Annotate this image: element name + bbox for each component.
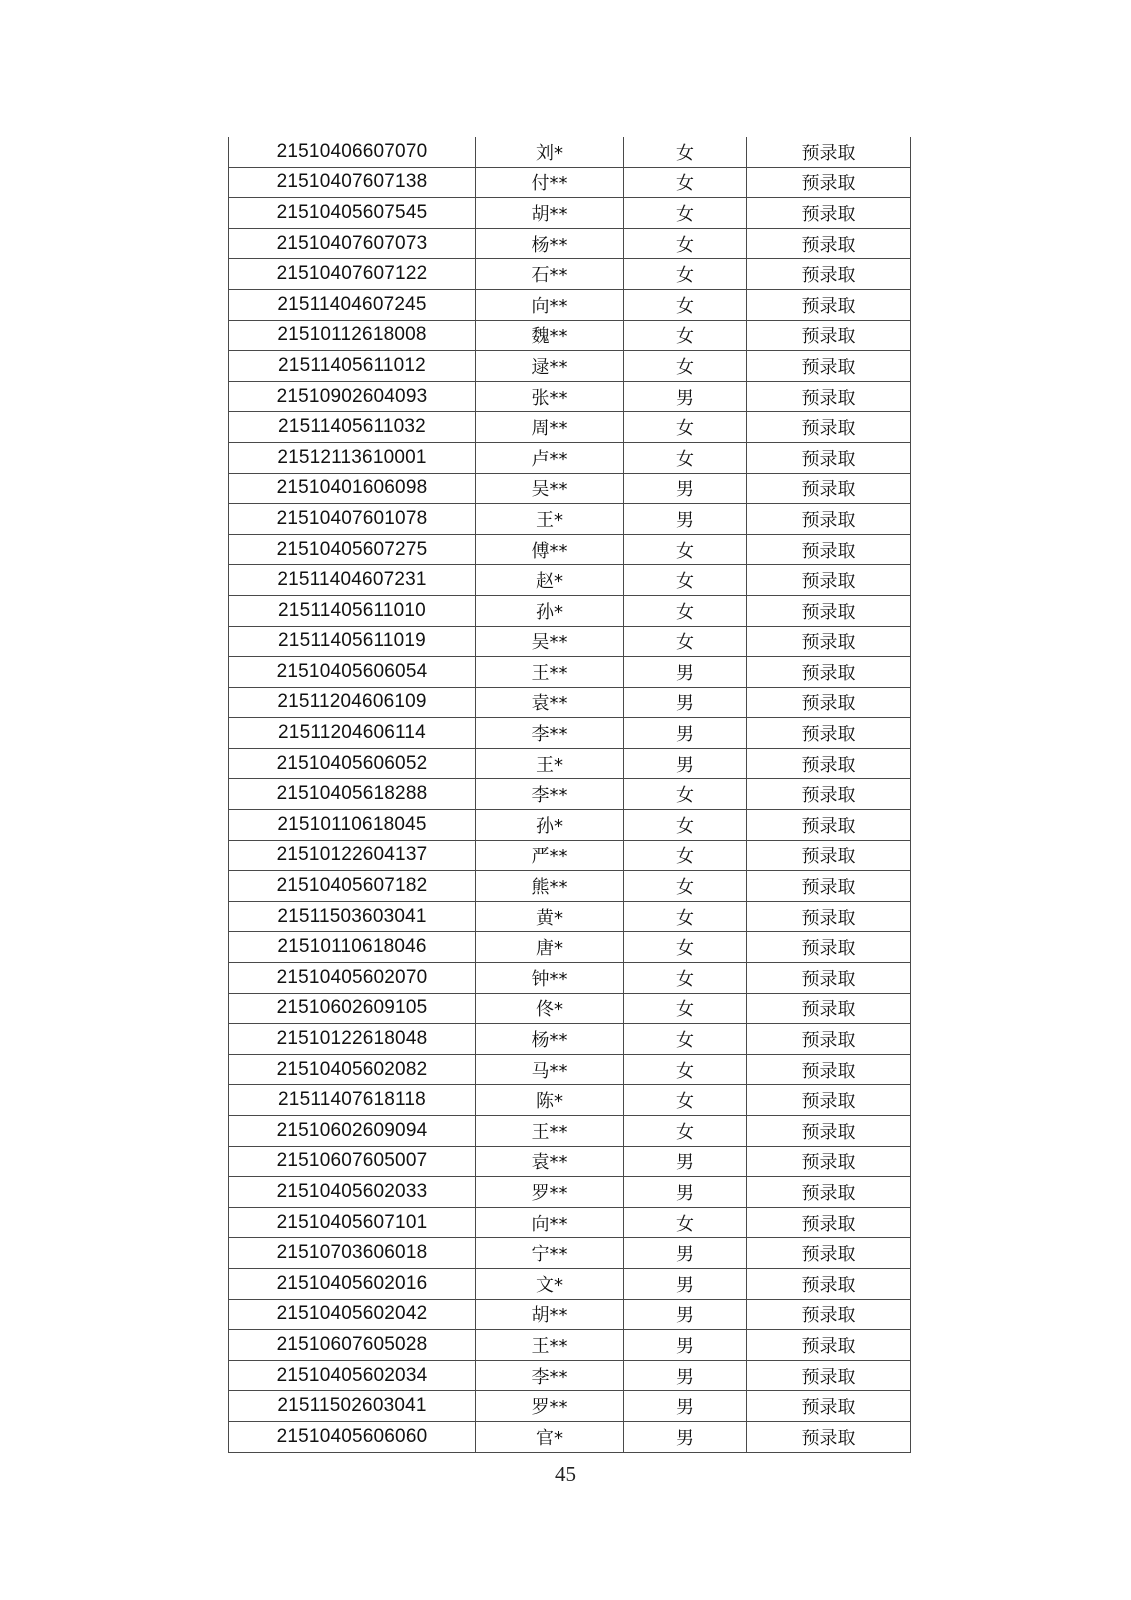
name-cell: 王**	[476, 657, 624, 688]
candidate-id-cell: 21510405607182	[229, 871, 476, 902]
gender-cell: 男	[624, 748, 747, 779]
gender-cell: 女	[624, 1207, 747, 1238]
table-row	[229, 198, 911, 229]
status-cell: 预录取	[747, 1177, 911, 1208]
name-cell: 宁**	[476, 1238, 624, 1269]
gender-cell: 男	[624, 687, 747, 718]
name-cell: 向**	[476, 289, 624, 320]
table-row	[229, 810, 911, 841]
admission-table	[228, 137, 911, 1453]
table-row	[229, 1360, 911, 1391]
name-cell: 刘*	[476, 137, 624, 167]
status-cell: 预录取	[747, 901, 911, 932]
table-row	[229, 1116, 911, 1147]
candidate-id-cell: 21510406607070	[229, 137, 476, 167]
name-cell: 王*	[476, 748, 624, 779]
gender-cell: 女	[624, 840, 747, 871]
name-cell: 罗**	[476, 1177, 624, 1208]
table-row	[229, 901, 911, 932]
gender-cell: 女	[624, 595, 747, 626]
table-row	[229, 1421, 911, 1452]
status-cell: 预录取	[747, 963, 911, 994]
table-row	[229, 687, 911, 718]
candidate-id-cell: 21510602609094	[229, 1116, 476, 1147]
candidate-id-cell: 21510407607073	[229, 228, 476, 259]
status-cell: 预录取	[747, 534, 911, 565]
name-cell: 佟*	[476, 993, 624, 1024]
status-cell: 预录取	[747, 167, 911, 198]
name-cell: 唐*	[476, 932, 624, 963]
name-cell: 王*	[476, 504, 624, 535]
gender-cell: 女	[624, 412, 747, 443]
table-row	[229, 137, 911, 167]
candidate-id-cell: 21510405607275	[229, 534, 476, 565]
candidate-id-cell: 21510405606060	[229, 1421, 476, 1452]
candidate-id-cell: 21510902604093	[229, 381, 476, 412]
candidate-id-cell: 21511404607245	[229, 289, 476, 320]
table-row	[229, 1299, 911, 1330]
name-cell: 魏**	[476, 320, 624, 351]
status-cell: 预录取	[747, 504, 911, 535]
status-cell: 预录取	[747, 198, 911, 229]
candidate-id-cell: 21511204606114	[229, 718, 476, 749]
candidate-id-cell: 21510401606098	[229, 473, 476, 504]
table-row	[229, 657, 911, 688]
name-cell: 王**	[476, 1330, 624, 1361]
table-row	[229, 1238, 911, 1269]
name-cell: 孙*	[476, 595, 624, 626]
name-cell: 李**	[476, 718, 624, 749]
gender-cell: 女	[624, 1085, 747, 1116]
gender-cell: 女	[624, 1024, 747, 1055]
gender-cell: 男	[624, 1330, 747, 1361]
gender-cell: 女	[624, 565, 747, 596]
name-cell: 袁**	[476, 687, 624, 718]
name-cell: 傅**	[476, 534, 624, 565]
name-cell: 王**	[476, 1116, 624, 1147]
gender-cell: 女	[624, 626, 747, 657]
name-cell: 吴**	[476, 626, 624, 657]
candidate-id-cell: 21510112618008	[229, 320, 476, 351]
table-row	[229, 412, 911, 443]
status-cell: 预录取	[747, 840, 911, 871]
gender-cell: 女	[624, 289, 747, 320]
gender-cell: 女	[624, 198, 747, 229]
gender-cell: 男	[624, 1360, 747, 1391]
name-cell: 石**	[476, 259, 624, 290]
gender-cell: 男	[624, 1238, 747, 1269]
status-cell: 预录取	[747, 687, 911, 718]
candidate-id-cell: 21511405611019	[229, 626, 476, 657]
candidate-id-cell: 21510405602042	[229, 1299, 476, 1330]
table-row	[229, 1268, 911, 1299]
candidate-id-cell: 21512113610001	[229, 442, 476, 473]
name-cell: 胡**	[476, 198, 624, 229]
table-row	[229, 1146, 911, 1177]
name-cell: 马**	[476, 1054, 624, 1085]
name-cell: 袁**	[476, 1146, 624, 1177]
table-row	[229, 718, 911, 749]
gender-cell: 女	[624, 320, 747, 351]
gender-cell: 女	[624, 779, 747, 810]
name-cell: 黄*	[476, 901, 624, 932]
status-cell: 预录取	[747, 1207, 911, 1238]
status-cell: 预录取	[747, 932, 911, 963]
gender-cell: 女	[624, 534, 747, 565]
candidate-id-cell: 21510405602016	[229, 1268, 476, 1299]
name-cell: 胡**	[476, 1299, 624, 1330]
status-cell: 预录取	[747, 1360, 911, 1391]
gender-cell: 男	[624, 1299, 747, 1330]
status-cell: 预录取	[747, 1421, 911, 1452]
gender-cell: 男	[624, 473, 747, 504]
candidate-id-cell: 21510122604137	[229, 840, 476, 871]
table-row	[229, 381, 911, 412]
name-cell: 付**	[476, 167, 624, 198]
table-row	[229, 871, 911, 902]
gender-cell: 男	[624, 657, 747, 688]
table-row	[229, 779, 911, 810]
page-number: 45	[555, 1462, 576, 1486]
candidate-id-cell: 21510405602034	[229, 1360, 476, 1391]
status-cell: 预录取	[747, 1054, 911, 1085]
status-cell: 预录取	[747, 442, 911, 473]
gender-cell: 男	[624, 718, 747, 749]
gender-cell: 女	[624, 901, 747, 932]
gender-cell: 男	[624, 381, 747, 412]
status-cell: 预录取	[747, 748, 911, 779]
candidate-id-cell: 21511405611032	[229, 412, 476, 443]
name-cell: 张**	[476, 381, 624, 412]
table-row	[229, 748, 911, 779]
candidate-id-cell: 21510405606052	[229, 748, 476, 779]
table-row	[229, 963, 911, 994]
table-row	[229, 320, 911, 351]
gender-cell: 女	[624, 871, 747, 902]
gender-cell: 女	[624, 993, 747, 1024]
admission-table-body	[229, 137, 911, 1452]
status-cell: 预录取	[747, 228, 911, 259]
table-row	[229, 1177, 911, 1208]
table-row	[229, 1391, 911, 1422]
candidate-id-cell: 21510405607101	[229, 1207, 476, 1238]
candidate-id-cell: 21510405607545	[229, 198, 476, 229]
status-cell: 预录取	[747, 381, 911, 412]
status-cell: 预录取	[747, 1330, 911, 1361]
status-cell: 预录取	[747, 1268, 911, 1299]
table-row	[229, 1330, 911, 1361]
gender-cell: 女	[624, 932, 747, 963]
candidate-id-cell: 21511404607231	[229, 565, 476, 596]
candidate-id-cell: 21510405618288	[229, 779, 476, 810]
candidate-id-cell: 21510405602070	[229, 963, 476, 994]
gender-cell: 女	[624, 442, 747, 473]
table-row	[229, 167, 911, 198]
table-row	[229, 595, 911, 626]
name-cell: 孙*	[476, 810, 624, 841]
candidate-id-cell: 21511405611010	[229, 595, 476, 626]
name-cell: 卢**	[476, 442, 624, 473]
status-cell: 预录取	[747, 657, 911, 688]
gender-cell: 女	[624, 1116, 747, 1147]
candidate-id-cell: 21510122618048	[229, 1024, 476, 1055]
status-cell: 预录取	[747, 810, 911, 841]
candidate-id-cell: 21510607605028	[229, 1330, 476, 1361]
table-row	[229, 442, 911, 473]
candidate-id-cell: 21511407618118	[229, 1085, 476, 1116]
status-cell: 预录取	[747, 565, 911, 596]
table-row	[229, 228, 911, 259]
gender-cell: 女	[624, 963, 747, 994]
name-cell: 官*	[476, 1421, 624, 1452]
table-row	[229, 1054, 911, 1085]
gender-cell: 女	[624, 228, 747, 259]
gender-cell: 女	[624, 1054, 747, 1085]
gender-cell: 女	[624, 810, 747, 841]
gender-cell: 男	[624, 1268, 747, 1299]
gender-cell: 女	[624, 259, 747, 290]
gender-cell: 女	[624, 351, 747, 382]
candidate-id-cell: 21510110618046	[229, 932, 476, 963]
table-row	[229, 1207, 911, 1238]
table-row	[229, 259, 911, 290]
name-cell: 李**	[476, 779, 624, 810]
name-cell: 赵*	[476, 565, 624, 596]
table-row	[229, 534, 911, 565]
name-cell: 陈*	[476, 1085, 624, 1116]
candidate-id-cell: 21510405602033	[229, 1177, 476, 1208]
table-row	[229, 993, 911, 1024]
candidate-id-cell: 21510703606018	[229, 1238, 476, 1269]
table-row	[229, 1085, 911, 1116]
table-row	[229, 504, 911, 535]
table-row	[229, 351, 911, 382]
candidate-id-cell: 21510407607122	[229, 259, 476, 290]
name-cell: 罗**	[476, 1391, 624, 1422]
table-row	[229, 473, 911, 504]
candidate-id-cell: 21510405602082	[229, 1054, 476, 1085]
gender-cell: 男	[624, 1391, 747, 1422]
status-cell: 预录取	[747, 1391, 911, 1422]
name-cell: 逯**	[476, 351, 624, 382]
name-cell: 严**	[476, 840, 624, 871]
name-cell: 向**	[476, 1207, 624, 1238]
status-cell: 预录取	[747, 871, 911, 902]
candidate-id-cell: 21510407607138	[229, 167, 476, 198]
candidate-id-cell: 21510607605007	[229, 1146, 476, 1177]
name-cell: 杨**	[476, 228, 624, 259]
table-row	[229, 1024, 911, 1055]
status-cell: 预录取	[747, 320, 911, 351]
name-cell: 文*	[476, 1268, 624, 1299]
name-cell: 杨**	[476, 1024, 624, 1055]
gender-cell: 男	[624, 1146, 747, 1177]
status-cell: 预录取	[747, 289, 911, 320]
table-row	[229, 565, 911, 596]
status-cell: 预录取	[747, 1299, 911, 1330]
candidate-id-cell: 21510110618045	[229, 810, 476, 841]
status-cell: 预录取	[747, 1146, 911, 1177]
table-row	[229, 289, 911, 320]
name-cell: 熊**	[476, 871, 624, 902]
table-row	[229, 626, 911, 657]
status-cell: 预录取	[747, 412, 911, 443]
candidate-id-cell: 21511405611012	[229, 351, 476, 382]
status-cell: 预录取	[747, 993, 911, 1024]
gender-cell: 女	[624, 137, 747, 167]
candidate-id-cell: 21510407601078	[229, 504, 476, 535]
status-cell: 预录取	[747, 1085, 911, 1116]
table-row	[229, 840, 911, 871]
candidate-id-cell: 21510602609105	[229, 993, 476, 1024]
status-cell: 预录取	[747, 137, 911, 167]
status-cell: 预录取	[747, 626, 911, 657]
name-cell: 钟**	[476, 963, 624, 994]
status-cell: 预录取	[747, 1238, 911, 1269]
name-cell: 周**	[476, 412, 624, 443]
gender-cell: 男	[624, 1421, 747, 1452]
status-cell: 预录取	[747, 1116, 911, 1147]
status-cell: 预录取	[747, 259, 911, 290]
candidate-id-cell: 21510405606054	[229, 657, 476, 688]
candidate-id-cell: 21511204606109	[229, 687, 476, 718]
status-cell: 预录取	[747, 473, 911, 504]
candidate-id-cell: 21511503603041	[229, 901, 476, 932]
status-cell: 预录取	[747, 351, 911, 382]
gender-cell: 男	[624, 1177, 747, 1208]
name-cell: 李**	[476, 1360, 624, 1391]
gender-cell: 男	[624, 504, 747, 535]
status-cell: 预录取	[747, 718, 911, 749]
table-row	[229, 932, 911, 963]
name-cell: 吴**	[476, 473, 624, 504]
gender-cell: 女	[624, 167, 747, 198]
status-cell: 预录取	[747, 595, 911, 626]
status-cell: 预录取	[747, 1024, 911, 1055]
status-cell: 预录取	[747, 779, 911, 810]
candidate-id-cell: 21511502603041	[229, 1391, 476, 1422]
